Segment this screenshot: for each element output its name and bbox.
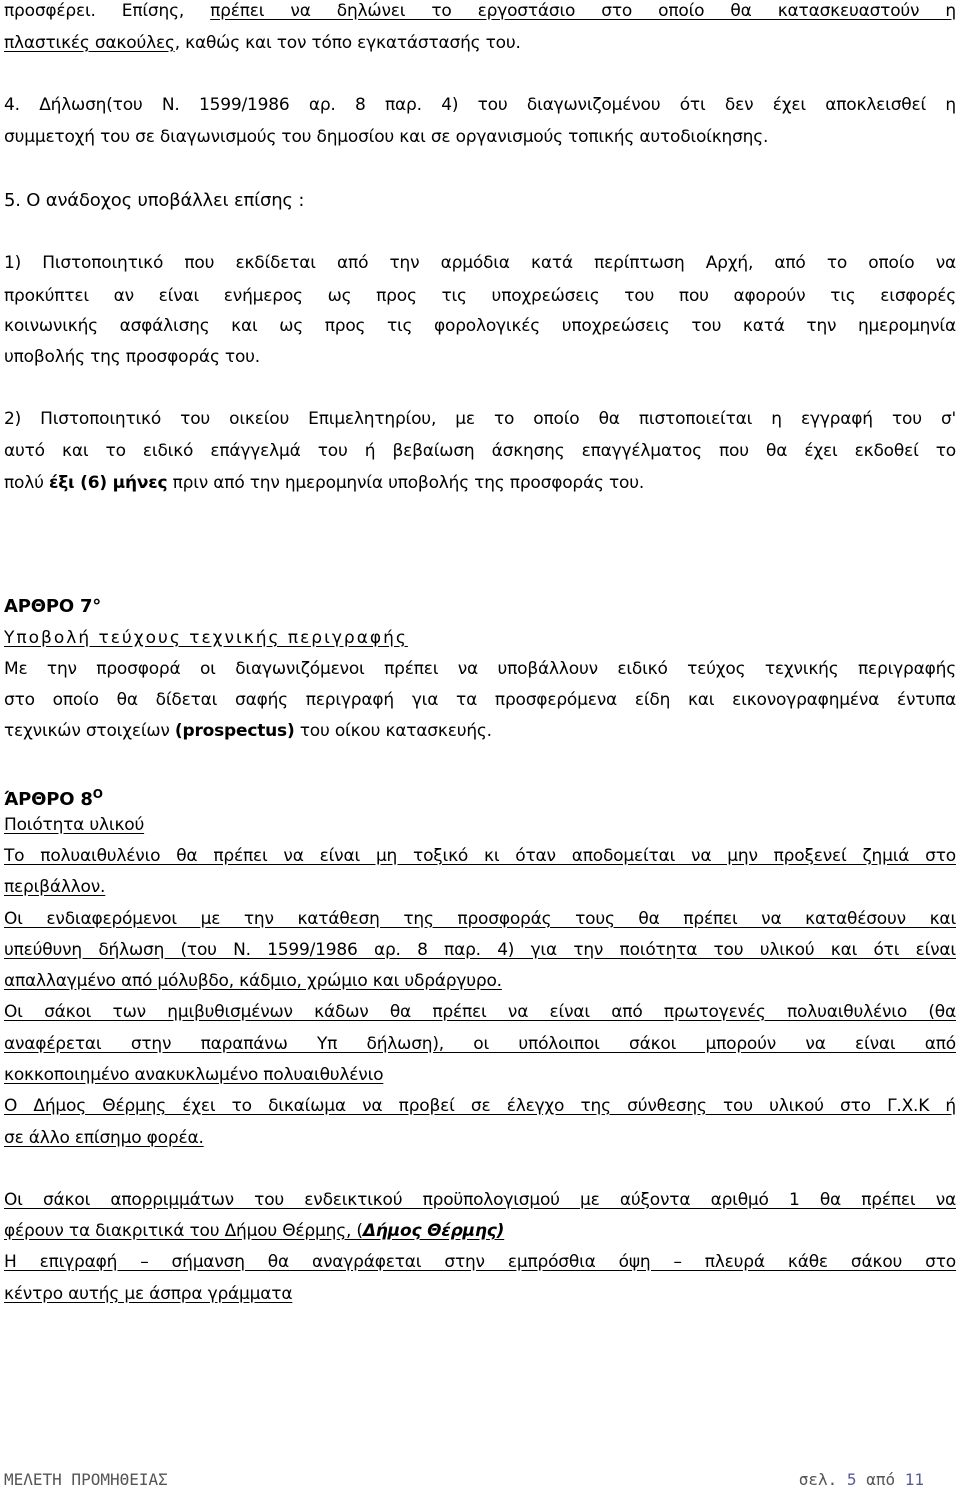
footer-page-number — [799, 1470, 924, 1489]
article-8-bags-line: κέντρο αυτής με άσπρα γράμματα — [4, 1284, 293, 1304]
article-8-subtitle: Ποιότητα υλικού — [4, 815, 145, 835]
intro-line-5: 5. Ο ανάδοχος υποβάλλει επίσης : — [4, 190, 305, 211]
intro-text: , καθώς και τον τόπο εγκατάστασής του. — [174, 33, 521, 53]
article-8-line: σε άλλο επίσημο φορέα. — [4, 1128, 204, 1148]
prospectus-emphasis: (prospectus) — [174, 721, 295, 741]
footer-page-separator: από — [856, 1470, 905, 1489]
intro-underlined-text: πρέπει να δηλώνει το εργοστάσιο στο οποίο θα κατασκευαστούν η — [210, 1, 956, 21]
footer-study-title: ΜΕΛΕΤΗ ΠΡΟΜΗΘΕΙΑΣ — [4, 1470, 168, 1489]
footer-current-page: 5 — [846, 1470, 857, 1489]
certificate-2-line: 2) Πιστοποιητικό του οικείου Επιμελητηρίου, με το οποίο θα πιστοποιείται η εγγραφή του σ' — [4, 409, 956, 429]
article-7-title: ΑΡΘΡΟ 7° — [4, 596, 102, 617]
intro-line-2 — [4, 32, 956, 54]
certificate-1-line: προκύπτει αν είναι ενήμερος ως προς τις υποχρεώσεις του που αφορούν τις εισφορές — [4, 286, 956, 306]
certificate-1-line: 1) Πιστοποιητικό που εκδίδεται από την αρμόδια κατά περίπτωση Αρχή, από το οποίο να — [4, 253, 956, 273]
intro-text: προσφέρει. Επίσης, — [4, 1, 211, 21]
municipality-mark-text: Δήμος Θέρμης) — [362, 1221, 505, 1241]
article-7-line: στο οποίο θα δίδεται σαφής περιγραφή για τα προσφερόμενα είδη και εικονογραφημένα έντυπα — [4, 690, 956, 710]
declaration-heading: 4. Δήλωση(του Ν. 1599/1986 αρ. 8 παρ. 4) — [4, 95, 459, 115]
article-8-title-superscript: Ο — [92, 787, 103, 801]
intro-line-4: συμμετοχή του σε διαγωνισμούς του δημοσίου και σε οργανισμούς τοπικής αυτοδιοίκησης. — [4, 127, 769, 147]
article-8-title-text: ΆΡΘΡΟ 8 — [4, 789, 93, 810]
article-7-line — [4, 720, 956, 742]
certificate-1-line: υποβολής της προσφοράς του. — [4, 347, 260, 367]
municipality-mark-emphasis — [363, 1221, 504, 1241]
certificate-2-text: πριν από την ημερομηνία υποβολής της προσφοράς του. — [167, 473, 645, 493]
article-8-line: Το πολυαιθυλένιο θα πρέπει να είναι μη τοξικό κι όταν αποδομείται να μην προξενεί ζημιά στο — [4, 846, 956, 866]
article-8-bags-line: Η επιγραφή – σήμανση θα αναγράφεται στην εμπρόσθια όψη – πλευρά κάθε σάκου στο — [4, 1252, 956, 1272]
intro-line-1 — [4, 0, 956, 22]
certificate-2-line — [4, 472, 956, 494]
footer-total-pages: 11 — [904, 1470, 924, 1489]
intro-line-3 — [4, 94, 956, 116]
article-8-bags-text: φέρουν τα διακριτικά του Δήμου Θέρμης, ( — [4, 1221, 363, 1241]
article-8-line: Ο Δήμος Θέρμης έχει το δικαίωμα να προβεί σε έλεγχο της σύνθεσης του υλικού στο Γ.Χ.Κ ή — [4, 1096, 956, 1116]
article-7-text: τεχνικών στοιχείων — [4, 721, 175, 741]
article-8-line: Οι σάκοι των ημιβυθισμένων κάδων θα πρέπει να είναι από πρωτογενές πολυαιθυλένιο (θα — [4, 1002, 956, 1022]
article-7-text: του οίκου κατασκευής. — [294, 721, 492, 741]
article-8-line: Οι ενδιαφερόμενοι με την κατάθεση της προσφοράς τους θα πρέπει να καταθέσουν και — [4, 909, 956, 929]
intro-text: του διαγωνιζομένου ότι δεν έχει αποκλεισθεί η — [458, 95, 956, 115]
article-8-title — [4, 783, 956, 811]
six-months-emphasis: έξι (6) μήνες — [48, 473, 168, 493]
certificate-1-line: κοινωνικής ασφάλισης και ως προς τις φορολογικές υποχρεώσεις του κατά την ημερομηνία — [4, 316, 956, 336]
intro-underlined-text: πλαστικές σακούλες — [4, 33, 175, 53]
certificate-2-line: αυτό και το ειδικό επάγγελμά του ή βεβαίωση άσκησης επαγγέλματος που θα έχει εκδοθεί το — [4, 441, 956, 461]
certificate-2-text: πολύ — [4, 473, 49, 493]
article-7-subtitle: Υποβολή τεύχους τεχνικής περιγραφής — [4, 628, 408, 648]
article-8-bags-line — [4, 1220, 956, 1242]
footer-page-prefix: σελ. — [798, 1470, 847, 1489]
article-8-line: περιβάλλον. — [4, 877, 106, 897]
article-8-bags-line: Οι σάκοι απορριμμάτων του ενδεικτικού προϋπολογισμού με αύξοντα αριθμό 1 θα πρέπει να — [4, 1190, 956, 1210]
article-8-line: απαλλαγμένο από μόλυβδο, κάδμιο, χρώμιο και υδράργυρο. — [4, 971, 502, 991]
article-7-line: Με την προσφορά οι διαγωνιζόμενοι πρέπει να υποβάλλουν ειδικό τεύχος τεχνικής περιγραφής — [4, 659, 956, 679]
article-8-line: αναφέρεται στην παραπάνω Υπ δήλωση), οι υπόλοιποι σάκοι μπορούν να είναι από — [4, 1034, 956, 1054]
article-8-line: κοκκοποιημένο ανακυκλωμένο πολυαιθυλένιο — [4, 1065, 384, 1085]
article-8-line: υπεύθυνη δήλωση (του Ν. 1599/1986 αρ. 8 παρ. 4) για την ποιότητα του υλικού και ότι είναι — [4, 940, 956, 960]
